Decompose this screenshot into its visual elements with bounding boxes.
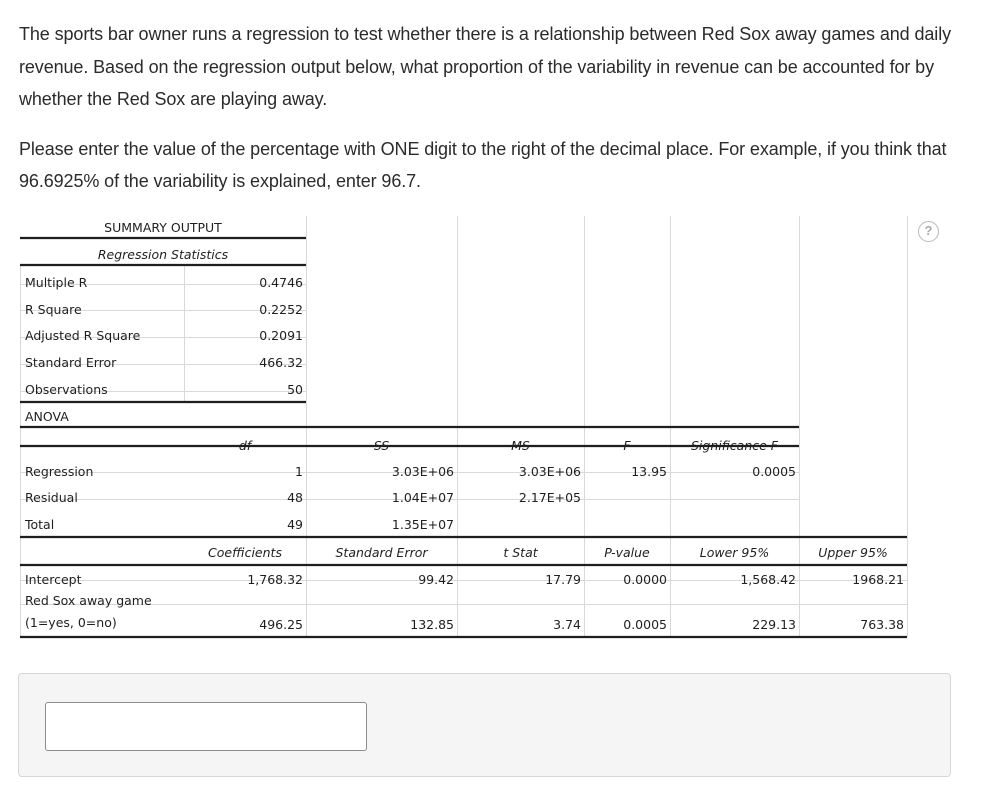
summary-output-title: SUMMARY OUTPUT [104,220,222,235]
anova-ss: 3.03E+06 [391,464,454,479]
stat-value: 0.4746 [259,275,303,290]
anova-df: 49 [287,517,303,532]
question-paragraph-2: Please enter the value of the percentage with ONE digit to the right of the decimal place. For example, if you think that 96.6925% of the variability is explained, enter 96.7. [19,138,947,191]
anova-row-label: Residual [25,490,78,505]
stat-value: 0.2091 [259,328,303,343]
coef-standard-error: 99.42 [418,572,454,587]
coef-standard-error: 132.85 [410,617,454,632]
coef-p-value: 0.0005 [623,617,667,632]
coef-value: 1,768.32 [247,572,303,587]
regression-statistics-heading: Regression Statistics [97,247,229,262]
answer-input[interactable] [45,702,367,751]
coef-upper-95: 1968.21 [852,572,904,587]
coef-upper-95: 763.38 [860,617,904,632]
anova-title: ANOVA [25,409,69,424]
anova-row-label: Regression [25,464,94,479]
coef-header-standard-error: Standard Error [335,545,428,560]
coef-header-p-value: P-value [604,545,650,560]
coef-t-stat: 3.74 [553,617,581,632]
question-text [19,18,959,198]
coef-lower-95: 1,568.42 [740,572,796,587]
coef-header-coefficients: Coefficients [208,545,282,560]
anova-ms: 2.17E+05 [518,490,581,505]
answer-panel [18,673,951,777]
anova-f: 13.95 [631,464,667,479]
stat-label: R Square [25,302,82,317]
coef-row-label: Intercept [25,572,82,587]
anova-df: 48 [287,490,303,505]
coef-lower-95: 229.13 [752,617,796,632]
coef-header-upper-95: Upper 95% [818,545,888,560]
stat-value: 466.32 [259,355,303,370]
anova-header-df: df [238,438,252,453]
anova-significance-f: 0.0005 [752,464,796,479]
anova-df: 1 [295,464,303,479]
coef-t-stat: 17.79 [545,572,581,587]
regression-output-table [20,216,910,640]
anova-ss: 1.04E+07 [391,490,454,505]
anova-ss: 1.35E+07 [391,517,454,532]
anova-header-ss: SS [373,438,390,453]
stat-label: Observations [25,382,108,397]
stat-label: Adjusted R Square [25,328,141,343]
coef-value: 496.25 [259,617,303,632]
anova-header-significance-f: Significance F [691,438,778,453]
coef-p-value: 0.0000 [623,572,667,587]
anova-header-f: F [623,438,631,453]
stat-value: 50 [287,382,303,397]
coef-header-lower-95: Lower 95% [699,545,770,560]
stat-label: Multiple R [25,275,88,290]
anova-ms: 3.03E+06 [518,464,581,479]
coef-header-t-stat: t Stat [503,545,538,560]
coef-row-label-detail: (1=yes, 0=no) [25,615,117,630]
stat-label: Standard Error [25,355,117,370]
question-circle-icon[interactable]: ? [918,221,939,242]
question-paragraph-1: The sports bar owner runs a regression to test whether there is a relationship between Red Sox away games and daily revenue. Based on the regression output below, what proportion of the variability in revenue can be accounted for by whether the Red Sox are playing away. [19,24,952,109]
coef-row-label: Red Sox away game [25,593,152,608]
anova-header-ms: MS [511,438,530,453]
stat-value: 0.2252 [259,302,303,317]
anova-row-label: Total [25,517,55,532]
